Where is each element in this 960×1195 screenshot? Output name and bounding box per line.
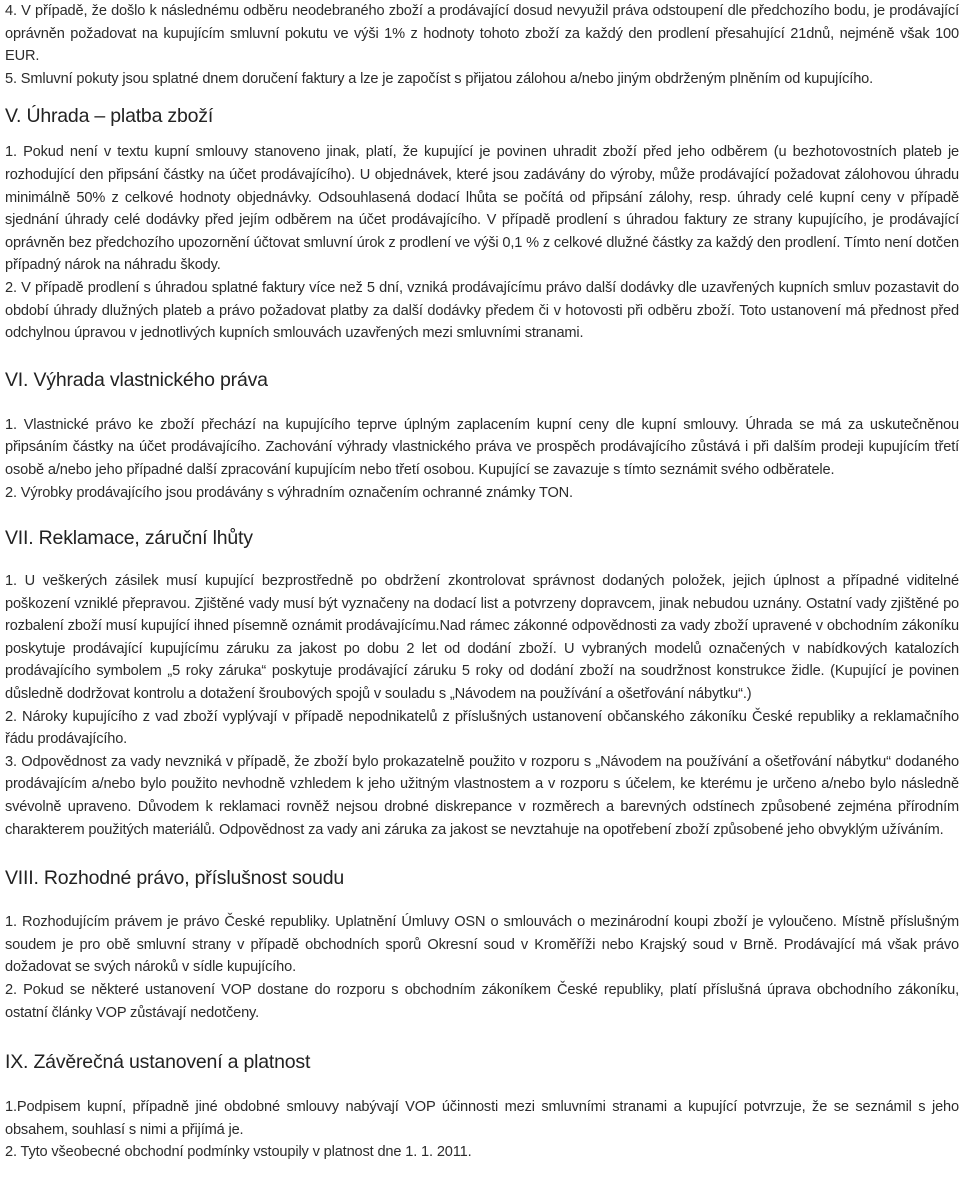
section-heading: VII. Reklamace, záruční lhůty bbox=[5, 527, 253, 550]
paragraph: 2. Tyto všeobecné obchodní podmínky vstoupily v platnost dne 1. 1. 2011. bbox=[5, 1144, 472, 1161]
section-heading: VI. Výhrada vlastnického práva bbox=[5, 368, 268, 391]
paragraph: 4. V případě, že došlo k následnému odběru neodebraného zboží a prodávající dosud nevyužil práva odstoupení dle předchozího bodu, je prodávající oprávněn požadovat na kupujícím smluvní pokutu ve výši 1% z hodnoty tohoto zboží za každý den prodlení přesahující 21dnů, nejméně však 100 EUR. bbox=[5, 3, 959, 65]
paragraph: 1. Vlastnické právo ke zboží přechází na kupujícího teprve úplným zaplacením kupní ceny dle kupní smlouvy. Úhrada se má za uskutečněnou připsáním částky na účet prodávajícího. Zachování výhrady vlastnického práva ve prospěch prodávajícího zůstává i při dalším prodeji kupujícím třetí osobě a/nebo jeho případné další zpracování kupujícím nebo třetí osobou. Kupující se zavazuje s tímto seznámit svého odběratele. bbox=[5, 416, 959, 478]
paragraph: 3. Odpovědnost za vady nevzniká v případě, že zboží bylo prokazatelně použito v rozporu s „Návodem na používání a ošetřování nábytku“ dodaného prodávajícím a/nebo bylo použito nevhodně vzhledem k jeho užitným vlastnostem a v rozporu s účelem, ke kterému je určeno a/nebo bylo následně svévolně upraveno. Důvodem k reklamaci rovněž nejsou drobné diskrepance v rozměrech a barevných odstínech způsobené zejména přírodním charakterem použitých materiálů. Odpovědnost za vady ani záruka za jakost se nevztahuje na opotřebení zboží způsobené jeho obvyklým užíváním. bbox=[5, 753, 959, 838]
section-heading: IX. Závěrečná ustanovení a platnost bbox=[5, 1051, 311, 1074]
section-v bbox=[5, 104, 959, 344]
section-vii bbox=[5, 526, 959, 841]
section-heading: VIII. Rozhodné právo, příslušnost soudu bbox=[5, 867, 345, 890]
paragraph: 1.Podpisem kupní, případně jiné obdobné smlouvy nabývají VOP účinnosti mezi smluvními stranami a kupující potvrzuje, že se seznámil s jeho obsahem, souhlasí s nimi a přijímá je. bbox=[5, 1099, 959, 1138]
section-heading: V. Úhrada – platba zboží bbox=[5, 105, 214, 128]
paragraph: 2. Nároky kupujícího z vad zboží vyplývají v případě nepodnikatelů z příslušných ustanovení občanského zákoníku České republiky a reklamačního řádu prodávajícího. bbox=[5, 708, 959, 748]
section-vi bbox=[5, 368, 959, 504]
paragraph: 2. V případě prodlení s úhradou splatné faktury více než 5 dní, vzniká prodávajícímu právo další dodávky dle uzavřených kupních smluv pozastavit do období úhrady dlužných plateb a právo požadovat platby za další dodávky předem či v hotovosti při odběru zboží. Toto ustanovení má přednost před odchylnou úpravou v jednotlivých kupních smlouvách uzavřených mezi smluvními stranami. bbox=[5, 279, 959, 342]
paragraph: 1. Pokud není v textu kupní smlouvy stanoveno jinak, platí, že kupující je povinen uhradit zboží před jeho odběrem (u bezhotovostních plateb je rozhodující den připsání částky na účet prodávajícího). U objednávek, které jsou zadávány do výroby, může prodávající požadovat zálohovou úhradu minimálně 50% z celkové hodnoty objednávky. Odsouhlasená dodací lhůta se počítá od připsání zálohy, resp. úhrady celé kupní ceny v případě sjednání úhrady celé dodávky před jejím odběrem na účet prodávajícího. V případě prodlení s úhradou faktury ze strany kupujícího, je prodávající oprávněn bez předchozího upozornění účtovat smluvní úrok z prodlení ve výši 0,1 % z celkové dlužné částky za každý den prodlení. Tímto není dotčen případný nárok na náhradu škody. bbox=[5, 144, 959, 274]
paragraph: 2. Pokud se některé ustanovení VOP dostane do rozporu s obchodním zákoníkem České republiky, platí příslušná úprava obchodního zákoníku, ostatní články VOP zůstávají nedotčeny. bbox=[5, 982, 959, 1021]
section-viii bbox=[5, 866, 959, 1024]
paragraph: 2. Výrobky prodávajícího jsou prodávány s výhradním označením ochranné známky TON. bbox=[5, 484, 573, 501]
section-ix bbox=[5, 1050, 959, 1164]
section-iv-continuation bbox=[5, 0, 959, 90]
paragraph: 1. U veškerých zásilek musí kupující bezprostředně po obdržení zkontrolovat správnost dodaných položek, jejich úplnost a případné viditelné poškození vzniklé přepravou. Zjištěné vady musí být vyznačeny na dodací list a potvrzeny dopravcem, jinak nebudou uznány. Ostatní vady zjištěné po rozbalení zboží musí kupující ihned písemně oznámit prodávajícímu.Nad rámec zákonné odpovědnosti za vady zboží upravené v obchodním zákoníku poskytuje prodávající kupujícímu záruku za jakost po dobu 2 let od dodání zboží. U vybraných modelů označených v nabídkových katalozích prodávajícího symbolem „5 roky záruka“ poskytuje prodávající záruku 5 roky od dodání zboží na soudržnost konstrukce židle. (Kupující je povinen důsledně dodržovat kontrolu a dotažení šroubových spojů v souladu s „Návodem na používání a ošetřování nábytku“.) bbox=[5, 573, 959, 703]
paragraph: 1. Rozhodujícím právem je právo České republiky. Uplatnění Úmluvy OSN o smlouvách o mezinárodní koupi zboží je vyloučeno. Místně příslušným soudem je pro obě smluvní strany v případě obchodních sporů Okresní soud v Kroměříži nebo Krajský soud v Brně. Prodávající má však právo dožadovat se svých nároků v sídle kupujícího. bbox=[5, 914, 959, 976]
paragraph: 5. Smluvní pokuty jsou splatné dnem doručení faktury a lze je započíst s přijatou zálohou a/nebo jiným obdrženým plněním od kupujícího. bbox=[5, 70, 874, 87]
